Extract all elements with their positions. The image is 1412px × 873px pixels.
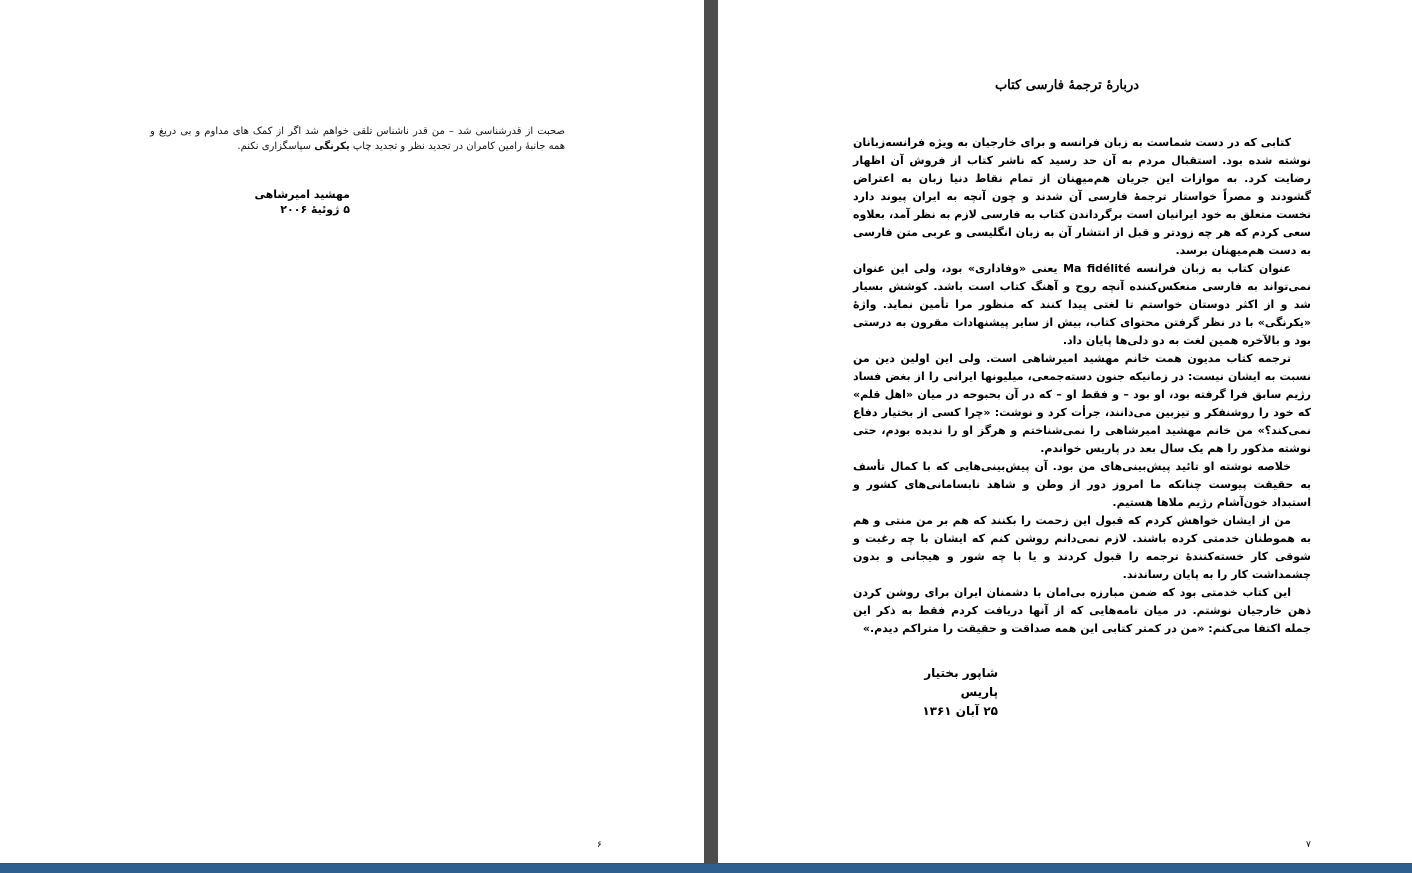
author-name: شاپور بختیار bbox=[924, 666, 998, 680]
note-text-part1: صحبت از قدرشناسی شد – من قدر ناشناس تلقی خواهم شد اگر از کمک های مداوم و بی دریغ و همه جانبهٔ رامین کامران در تجدید نظر و تجدید چاپ bbox=[150, 126, 565, 152]
acknowledgement-note bbox=[150, 124, 565, 154]
note-text-part2: سپاسگزاری نکنم. bbox=[237, 141, 312, 152]
paragraph-6: این کتاب خدمتی بود که ضمن مبارزه بی‌امان با دشمنان ایران برای روشن کردن ذهن خارجیان نوشتم. در میان نامه‌هایی که از آنها دریافت کردم فقط به ذکر این جمله اکتفا می‌کنم: «من در کمتر کتابی این همه صداقت و حقیقت را متراکم دیدم.» bbox=[853, 586, 1311, 635]
author-place: پاریس bbox=[960, 685, 998, 699]
paragraph-2: عنوان کتاب به زبان فرانسه Ma fidélité یعنی «وفاداری» بود، ولی این عنوان نمی‌تواند به فارسی منعکس‌کننده آنچه روح و آهنگ کتاب است باشد. کوشش بسیار شد و از اکثر دوستان خواستم تا لغتی پیدا کنند که منظور مرا تأمین نماید. واژهٔ «یکرنگی» با در نظر گرفتن محتوای کتاب، بیش از سایر پیشنهادات مقرون به درستی بود و بالآخره همین لغت به دو دلی‌ها پایان داد. bbox=[853, 262, 1311, 347]
page-number-right: ۷ bbox=[1306, 840, 1311, 850]
paragraph-1: کتابی که در دست شماست به زبان فرانسه و برای خارجیان به ویژه فرانسه‌زبانان نوشته شده بود. استقبال مردم به آن حد رسید که ناشر کتاب از فروش آن اظهار رضایت کرد. به موازات این جریان هم‌میهنان از تمام نقاط دنیا زبان به اعتراض گشودند و مصراً خواستار ترجمهٔ فارسی آن شدند و چون آنچه به ایران پیوند دارد نخست متعلق به خود ایرانیان است برگرداندن کتاب به فارسی لازم به نظر آمد، بعلاوه سعی کردم که هر چه زودتر و قبل از انتشار آن به زبان انگلیسی و عربی متن فارسی به دست هم‌میهنان برسد. bbox=[853, 136, 1311, 257]
viewer-bottom-bar bbox=[0, 864, 1412, 873]
page-title: دربارهٔ ترجمهٔ فارسی کتاب bbox=[994, 78, 1140, 93]
translator-signature bbox=[150, 187, 350, 217]
book-title-bold: یکرنگی bbox=[314, 141, 350, 152]
author-signature bbox=[818, 664, 998, 721]
paragraph-5: من از ایشان خواهش کردم که قبول این زحمت را بکنند که هم بر من منتی و هم به هموطنان خدمتی کرده باشند. لازم نمی‌دانم روشن کنم که ایشان با چه رغبت و شوقی کار خسته‌کنندهٔ ترجمه را قبول کردند و یا با چه شور و هیجانی و بدون چشمداشت کار را به پایان رساندند. bbox=[853, 514, 1311, 581]
paragraph-3: ترجمه کتاب مدیون همت خانم مهشید امیرشاهی است. ولی این اولین دین من نسبت به ایشان نیست: در زمانیکه جنون دسته‌جمعی، میلیونها ایرانی را از بغض فساد رژیم سابق فرا گرفته بود، او بود – و فقط او – که در آن بحبوحه در میان «اهل قلم» که خود را روشنفکر و تیزبین می‌دانند، جرأت کرد و نوشت: «چرا کسی از بختیار دفاع نمی‌کند؟» من خانم مهشید امیرشاهی را نمی‌شناختم و هرگز او را ندیده بودم، حتی نوشته مذکور را هم یک سال بعد در پاریس خواندم. bbox=[853, 352, 1311, 455]
author-date: ۲۵ آبان ۱۳۶۱ bbox=[922, 704, 998, 718]
page-number-left: ۶ bbox=[597, 840, 602, 850]
paragraph-4: خلاصه نوشته او تائید پیش‌بینی‌های من بود. آن پیش‌بینی‌هایی که با کمال تأسف به حقیقت پیوست چنانکه ما امروز دور از وطن و شاهد نابسامانی‌های کشور و استبداد خون‌آشام رژیم ملاها هستیم. bbox=[853, 460, 1311, 509]
body-text bbox=[853, 134, 1311, 638]
document-page-7 bbox=[718, 0, 1412, 863]
translator-name: مهشید امیرشاهی bbox=[254, 188, 350, 201]
translator-date: ۵ ژوئیهٔ ۲۰۰۶ bbox=[280, 203, 350, 216]
document-page-6 bbox=[0, 0, 704, 863]
